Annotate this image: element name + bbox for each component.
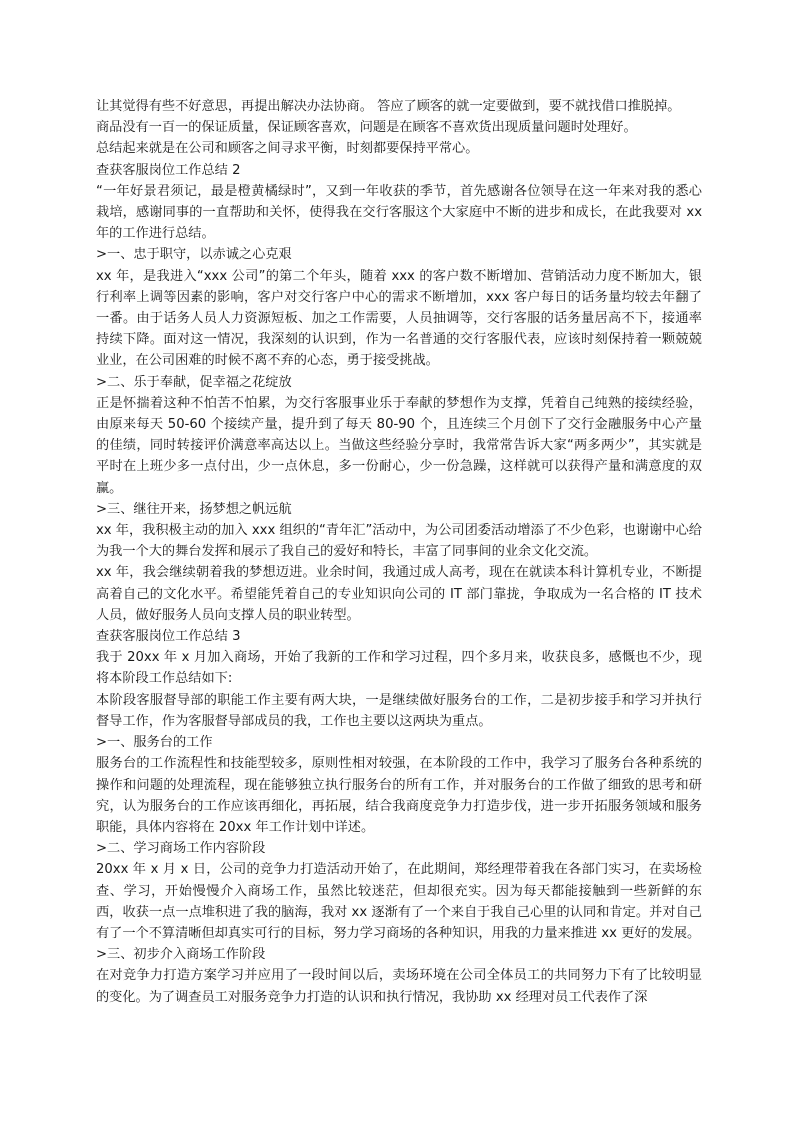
body-paragraph: xx 年，是我进入“xxx 公司”的第二个年头，随着 xxx 的客户数不断增加、营销活动力度不断加大，银行利率上调等因素的影响，客户对交行客户中心的需求不断增加，xxx 客户每日的话务量均较去年翻了一番。由于话务人员人力资源短板、加之工作需要，人员抽调等，交行客服的话务量居高不下，接通率持续下降。面对这一情况，我深刻的认识到，作为一名普通的交行客服代表，应该时刻保持着一颗兢兢业业，在公司困难的时候不离不弃的心态，勇于接受挑战。 — [96, 268, 702, 369]
section-title: 查获客服岗位工作总结 2 — [96, 162, 241, 178]
body-paragraph: 商品没有一百一的保证质量，保证顾客喜欢，问题是在顾客不喜欢货出现质量问题时处理好。 — [96, 120, 637, 136]
body-paragraph: 让其觉得有些不好意思，再提出解决办法协商。 答应了顾客的就一定要做到，要不就找借口推脱掉。 — [96, 99, 681, 114]
body-paragraph: 本阶段客服督导部的职能工作主要有两大块，一是继续做好服务台的工作，二是初步接手和学习并执行督导工作，作为客服督导部成员的我，工作也主要以这两块为重点。 — [96, 692, 702, 729]
body-paragraph: 正是怀揣着这种不怕苦不怕累，为交行客服事业乐于奉献的梦想作为支撑，凭着自己纯熟的接续经验，由原来每天 50-60 个接续产量，提升到了每天 80-90 个，且连续三个月创下了交行金融服务中心产量的佳绩，同时转接评价满意率高达以上。当做这些经验分享时，我常常告诉大家“两多两少”，其实就是平时在上班少多一点付出，少一点休息，多一份耐心，少一份急躁，这样就可以获得产量和满意度的双赢。 — [96, 395, 702, 496]
body-paragraph: 我于 20xx 年 x 月加入商场，开始了我新的工作和学习过程，四个多月来，收获良多，感慨也不少，现将本阶段工作总结如下: — [96, 650, 702, 687]
body-paragraph: xx 年，我积极主动的加入 xxx 组织的“青年汇”活动中，为公司团委活动增添了不少色彩，也谢谢中心给为我一个大的舞台发挥和展示了我自己的爱好和特长，丰富了同事间的业余文化交流。 — [96, 523, 702, 560]
subsection-heading: >三、继往开来，扬梦想之帆远航 — [96, 501, 292, 517]
body-paragraph: 在对竞争力打造方案学习并应用了一段时间以后，卖场环境在公司全体员工的共同努力下有了比较明显的变化。为了调查员工对服务竞争力打造的认识和执行情况，我协助 xx 经理对员工代表作了深 — [96, 968, 702, 1005]
body-paragraph: xx 年，我会继续朝着我的梦想迈进。业余时间，我通过成人高考，现在在就读本科计算机专业，不断提高着自己的文化水平。希望能凭着自己的专业知识向公司的 IT 部门靠拢，争取成为一名合格的 IT 技术人员，做好服务人员向支撑人员的职业转型。 — [96, 565, 702, 623]
body-paragraph: 服务台的工作流程性和技能型较多，原则性相对较强，在本阶段的工作中，我学习了服务台各种系统的操作和问题的处理流程，现在能够独立执行服务台的所有工作，并对服务台的工作做了细致的思考和研究，认为服务台的工作应该再细化，再拓展，结合我商度竞争力打造步伐，进一步开拓服务领域和服务职能，具体内容将在 20xx 年工作计划中详述。 — [96, 756, 702, 835]
subsection-heading: >二、乐于奉献，促幸福之花绽放 — [96, 374, 292, 390]
subsection-heading: >二、学习商场工作内容阶段 — [96, 841, 266, 857]
body-paragraph: 总结起来就是在公司和顾客之间寻求平衡，时刻都要保持平常心。 — [96, 141, 479, 157]
subsection-heading: >一、忠于职守，以赤诚之心克艰 — [96, 247, 292, 263]
body-paragraph: 20xx 年 x 月 x 日，公司的竞争力打造活动开始了，在此期间，郑经理带着我在各部门实习，在卖场检查、学习，开始慢慢介入商场工作，虽然比较迷茫，但却很充实。因为每天都能接触到一些新鲜的东西，收获一点一点堆积进了我的脑海，我对 xx 逐渐有了一个来自于我自己心里的认同和肯定。并对自己有了一个不算清晰但却真实可行的目标，努力学习商场的各种知识，用我的力量来推进 xx 更好的发展。 — [96, 862, 702, 941]
document-page — [96, 96, 702, 1008]
subsection-heading: >一、服务台的工作 — [96, 735, 213, 751]
section-title: 查获客服岗位工作总结 3 — [96, 629, 241, 645]
body-paragraph: “一年好景君须记，最是橙黄橘绿时”，又到一年收获的季节，首先感谢各位领导在这一年来对我的悉心栽培，感谢同事的一直帮助和关怀，使得我在交行客服这个大家庭中不断的进步和成长，在此我要对 xx 年的工作进行总结。 — [96, 183, 702, 242]
subsection-heading: >三、初步介入商场工作阶段 — [96, 947, 266, 963]
